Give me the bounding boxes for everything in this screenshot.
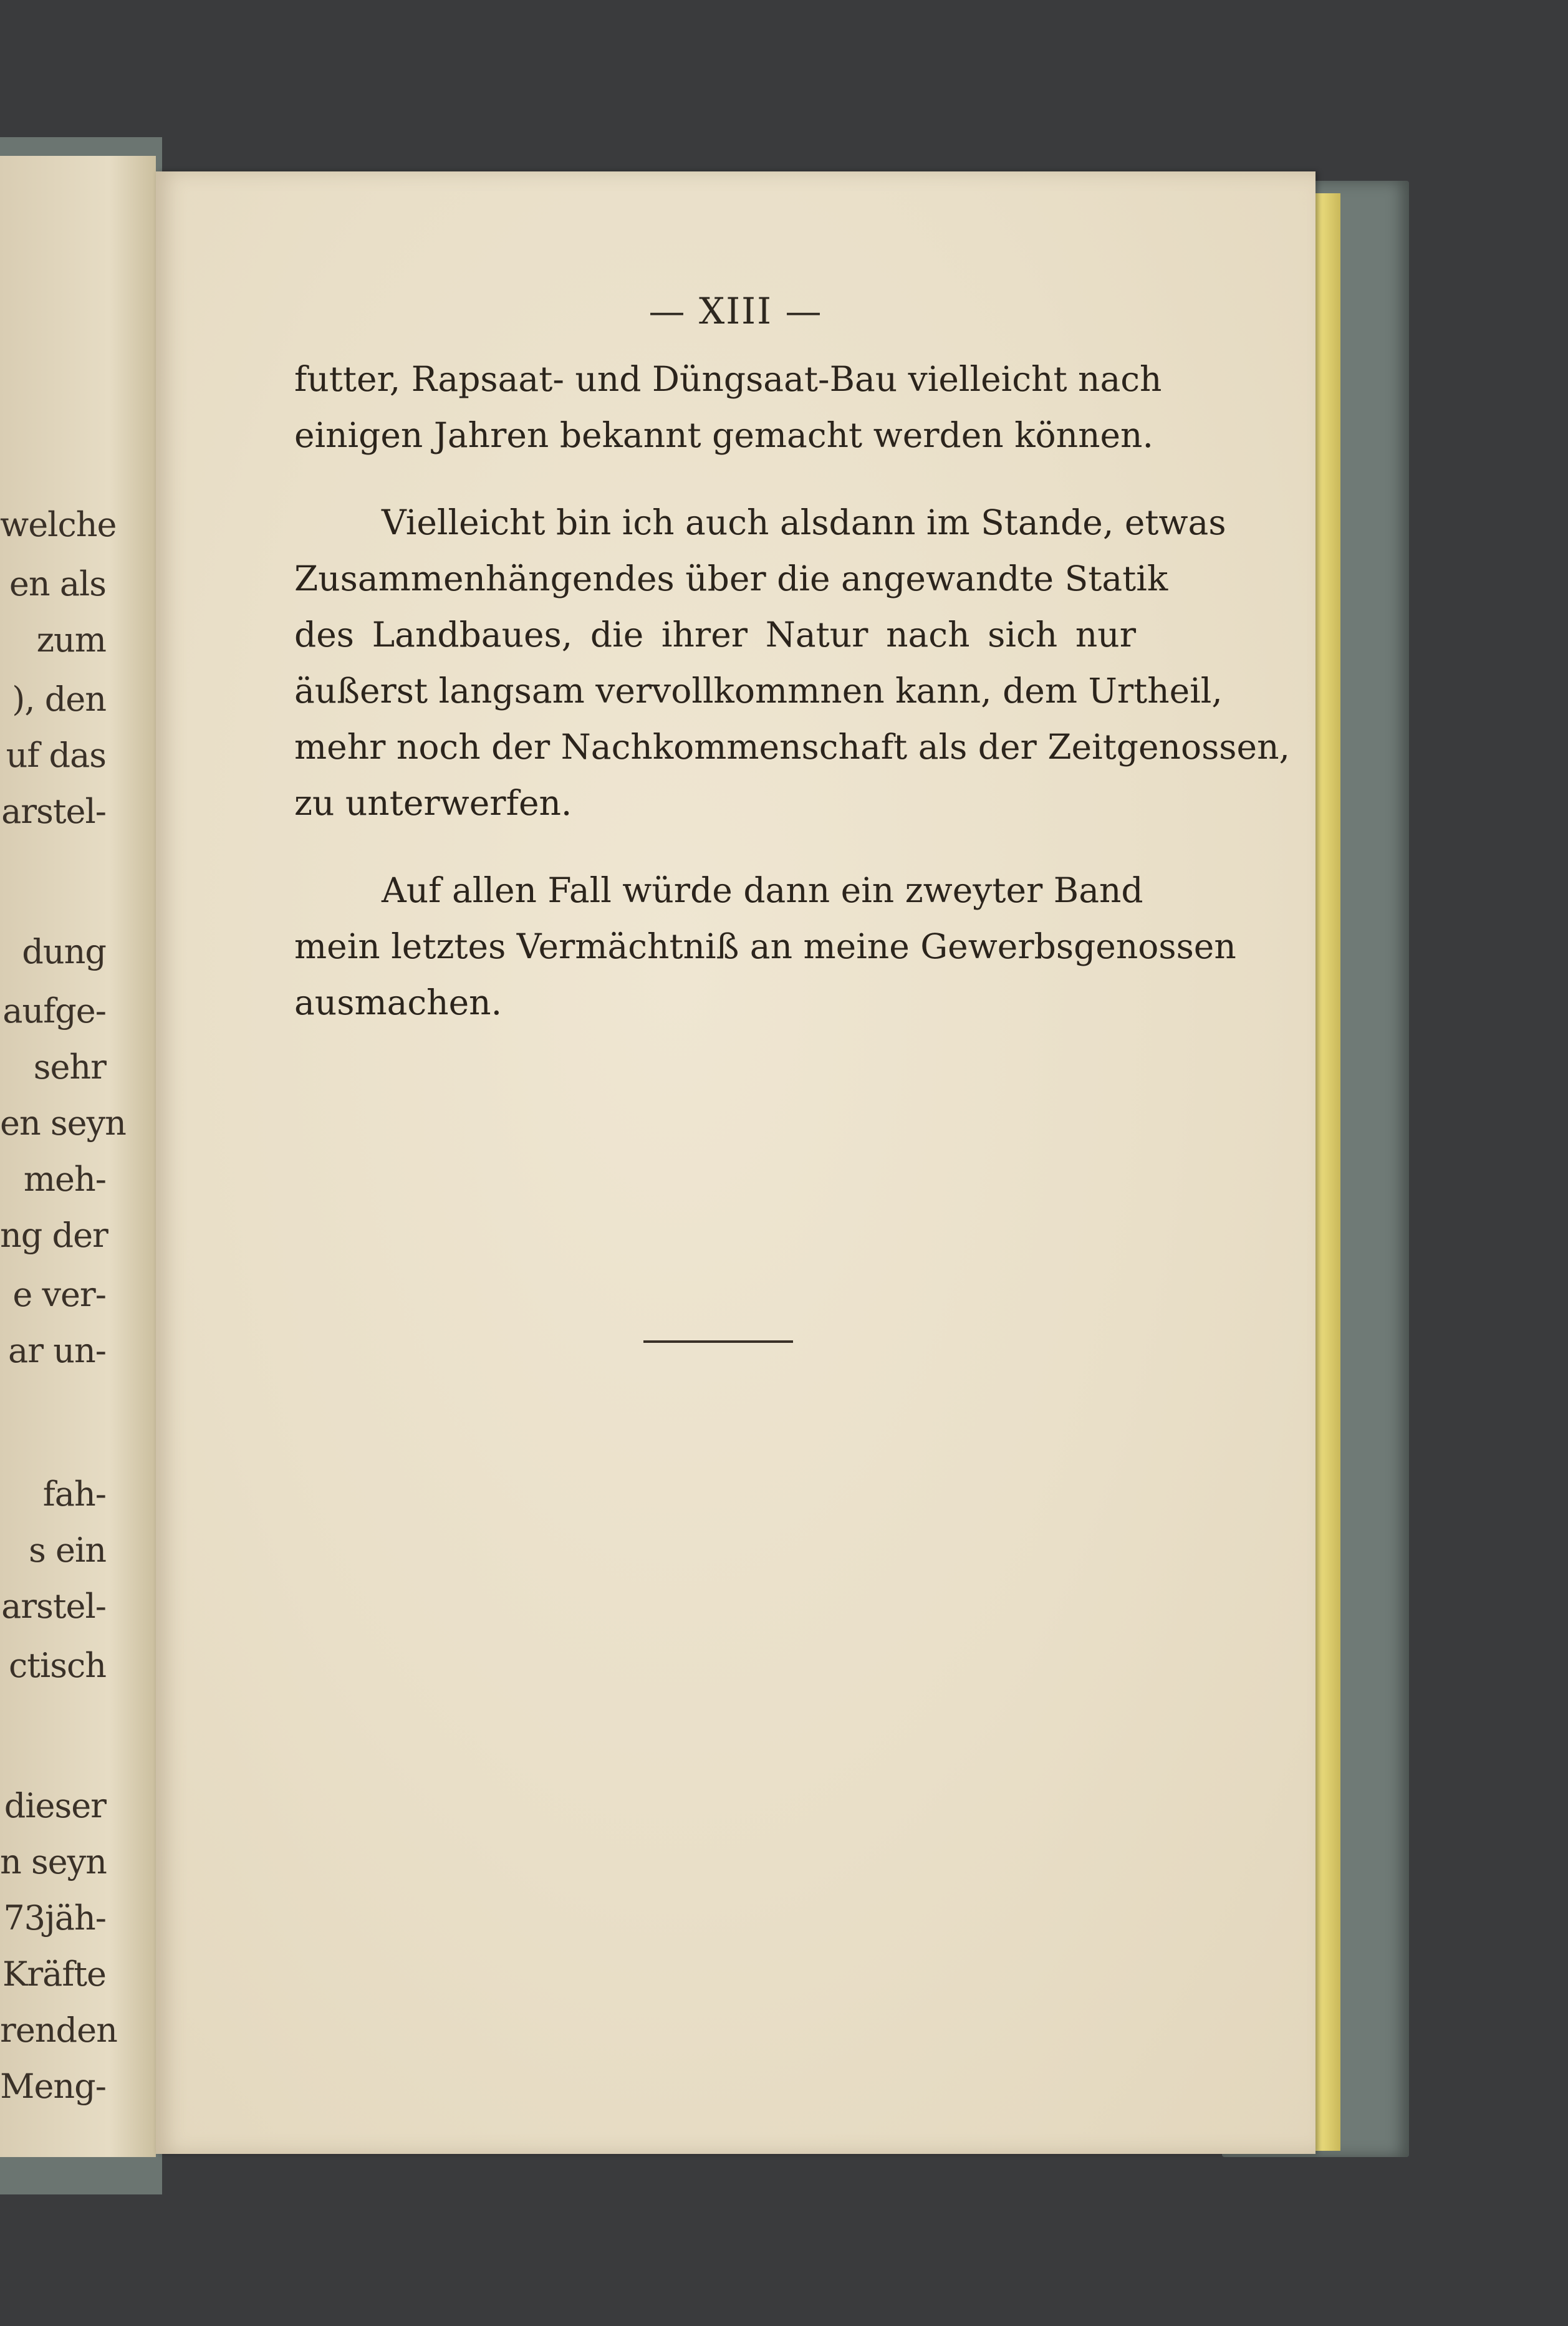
left-page-fragment: sehr xyxy=(33,1047,106,1087)
left-page-fragment: 73jäh- xyxy=(3,1898,106,1938)
left-page-fragment: arstel- xyxy=(1,792,106,831)
text-line: zu unterwerfen. xyxy=(294,783,572,823)
left-page-fragment: renden xyxy=(0,2011,117,2050)
left-page-fragment: Kräfte xyxy=(2,1954,106,1994)
left-page xyxy=(0,156,156,2157)
text-line: futter, Rapsaat- und Düngsaat-Bau vielleicht nach xyxy=(294,359,1162,399)
left-page-fragment: ar un- xyxy=(8,1331,106,1370)
left-page-fragment: zum xyxy=(36,620,106,660)
left-page-fragment: dung xyxy=(22,932,106,971)
left-page-fragment: e ver- xyxy=(12,1275,106,1314)
left-page-fragment: fah- xyxy=(42,1474,106,1514)
left-page-fragment: uf das xyxy=(6,736,106,775)
page-number: — XIII — xyxy=(648,290,823,332)
closing-rule xyxy=(643,1340,793,1343)
text-line: ausmachen. xyxy=(294,983,503,1022)
text-line: mehr noch der Nachkommenschaft als der Zeitgenossen, xyxy=(294,727,1290,767)
left-page-fragment: ng der xyxy=(0,1216,108,1255)
body-text xyxy=(294,351,1290,1031)
left-page-fragment: meh- xyxy=(23,1160,106,1199)
text-line: des Landbaues, die ihrer Natur nach sich nur xyxy=(294,615,1136,655)
text-line: Auf allen Fall würde dann ein zweyter Band xyxy=(382,870,1143,910)
left-page-fragment: ctisch xyxy=(9,1646,106,1685)
left-page-fragment: en seyn xyxy=(0,1103,126,1143)
left-page-fragment: aufge- xyxy=(2,991,106,1031)
left-page-fragment: Meng- xyxy=(0,2067,106,2106)
left-page-fragment: s ein xyxy=(29,1531,106,1570)
left-page-fragment: arstel- xyxy=(1,1587,106,1626)
text-line: Zusammenhängendes über die angewandte Statik xyxy=(294,559,1168,598)
text-line: äußerst langsam vervollkommnen kann, dem Urtheil, xyxy=(294,671,1223,711)
book-page xyxy=(156,171,1315,2154)
left-page-fragment: dieser xyxy=(4,1786,106,1825)
text-line: Vielleicht bin ich auch alsdann im Stande, etwas xyxy=(382,502,1226,542)
left-page-fragment: en als xyxy=(9,564,106,603)
left-page-fragment: n seyn xyxy=(0,1842,107,1881)
text-line: mein letztes Vermächtniß an meine Gewerbsgenossen xyxy=(294,926,1236,966)
paragraph xyxy=(294,351,1162,463)
left-page-fragment: ), den xyxy=(12,680,106,719)
paragraph xyxy=(294,494,1290,831)
left-page-fragment: welche xyxy=(0,505,117,544)
text-line: einigen Jahren bekannt gemacht werden können. xyxy=(294,415,1153,455)
paragraph xyxy=(294,862,1236,1031)
